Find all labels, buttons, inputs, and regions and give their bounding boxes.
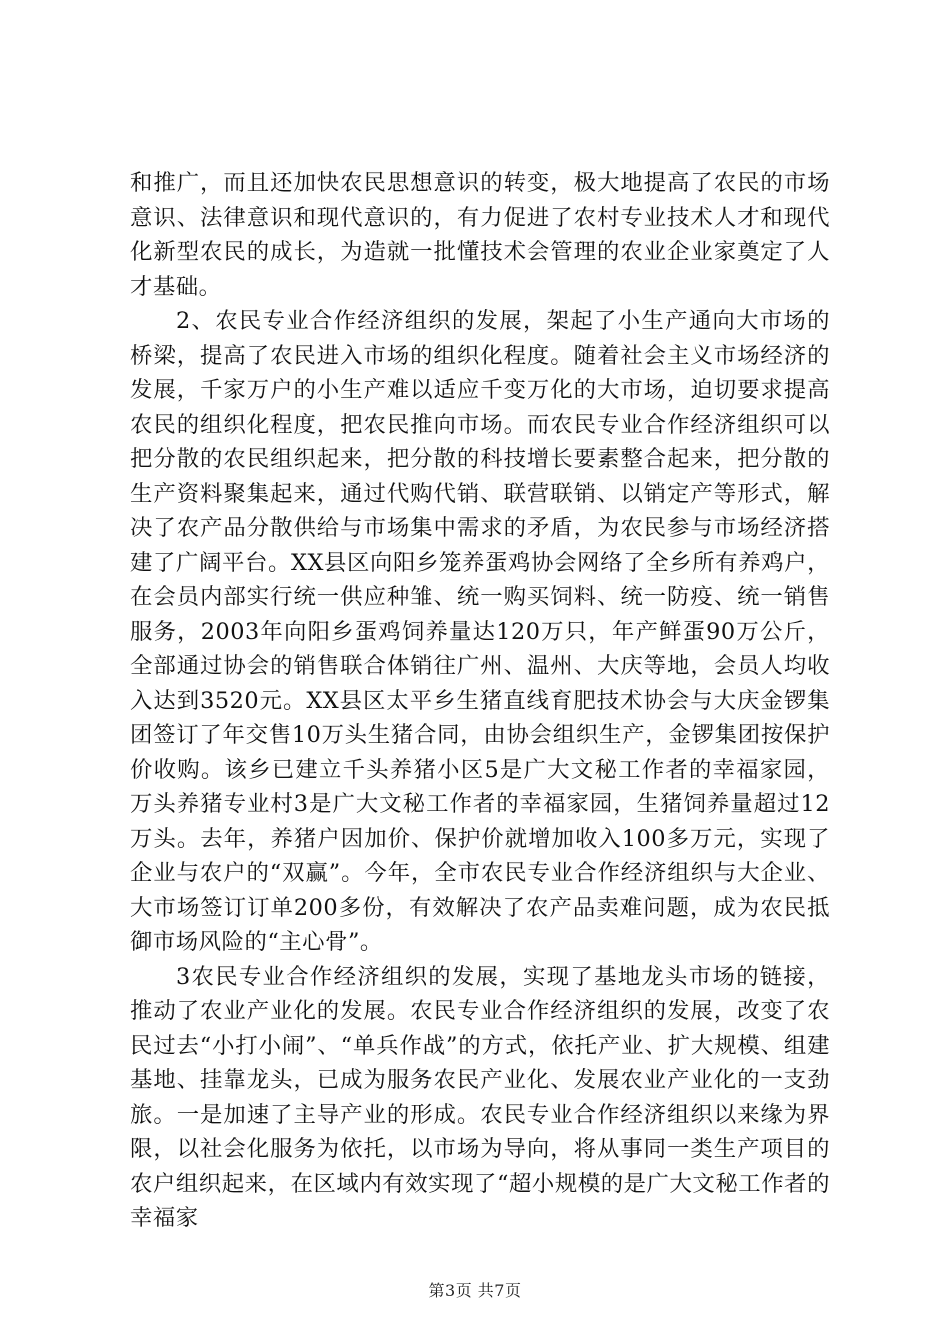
page-footer [0, 1278, 950, 1301]
paragraph-3: 3农民专业合作经济组织的发展，实现了基地龙头市场的链接，推动了农业产业化的发展。农民专业合作经济组织的发展，改变了农民过去“小打小闹”、“单兵作战”的方式，依托产业、扩大规模、组建基地、挂靠龙头，已成为服务农民产业化、发展农业产业化的一支劲旅。一是加速了主导产业的形成。农民专业合作经济组织以来缘为界限，以社会化服务为依托，以市场为导向，将从事同一类生产项目的农户组织起来，在区域内有效实现了“超小规模的是广大文秘工作者的幸福家 [130, 963, 830, 1231]
paragraph-2: 2、农民专业合作经济组织的发展，架起了小生产通向大市场的桥梁，提高了农民进入市场的组织化程度。随着社会主义市场经济的发展，千家万户的小生产难以适应千变万化的大市场，迫切要求提高农民的组织化程度，把农民推向市场。而农民专业合作经济组织可以把分散的农民组织起来，把分散的科技增长要素整合起来，把分散的生产资料聚集起来，通过代购代销、联营联销、以销定产等形式，解决了农产品分散供给与市场集中需求的矛盾，为农民参与市场经济搭建了广阔平台。XX县区向阳乡笼养蛋鸡协会网络了全乡所有养鸡户，在会员内部实行统一供应种雏、统一购买饲料、统一防疫、统一销售服务，2003年向阳乡蛋鸡饲养量达120万只，年产鲜蛋90万公斤，全部通过协会的销售联合体销往广州、温州、大庆等地，会员人均收入达到3520元。XX县区太平乡生猪直线育肥技术协会与大庆金锣集团签订了年交售10万头生猪合同，由协会组织生产，金锣集团按保护价收购。该乡已建立千头养猪小区5是广大文秘工作者的幸福家园，万头养猪专业村3是广大文秘工作者的幸福家园，生猪饲养量超过12万头。去年，养猪户因加价、保护价就增加收入100多万元，实现了企业与农户的“双赢”。今年，全市农民专业合作经济组织与大企业、大市场签订订单200多份，有效解决了农产品卖难问题，成为农民抵御市场风险的“主心骨”。 [130, 308, 830, 955]
page-number: 第3页 共7页 [428, 1281, 522, 1300]
paragraph-1: 和推广，而且还加快农民思想意识的转变，极大地提高了农民的市场意识、法律意识和现代意识的，有力促进了农村专业技术人才和现代化新型农民的成长，为造就一批懂技术会管理的农业企业家奠定了人才基础。 [130, 170, 830, 300]
document-body [130, 166, 830, 1236]
